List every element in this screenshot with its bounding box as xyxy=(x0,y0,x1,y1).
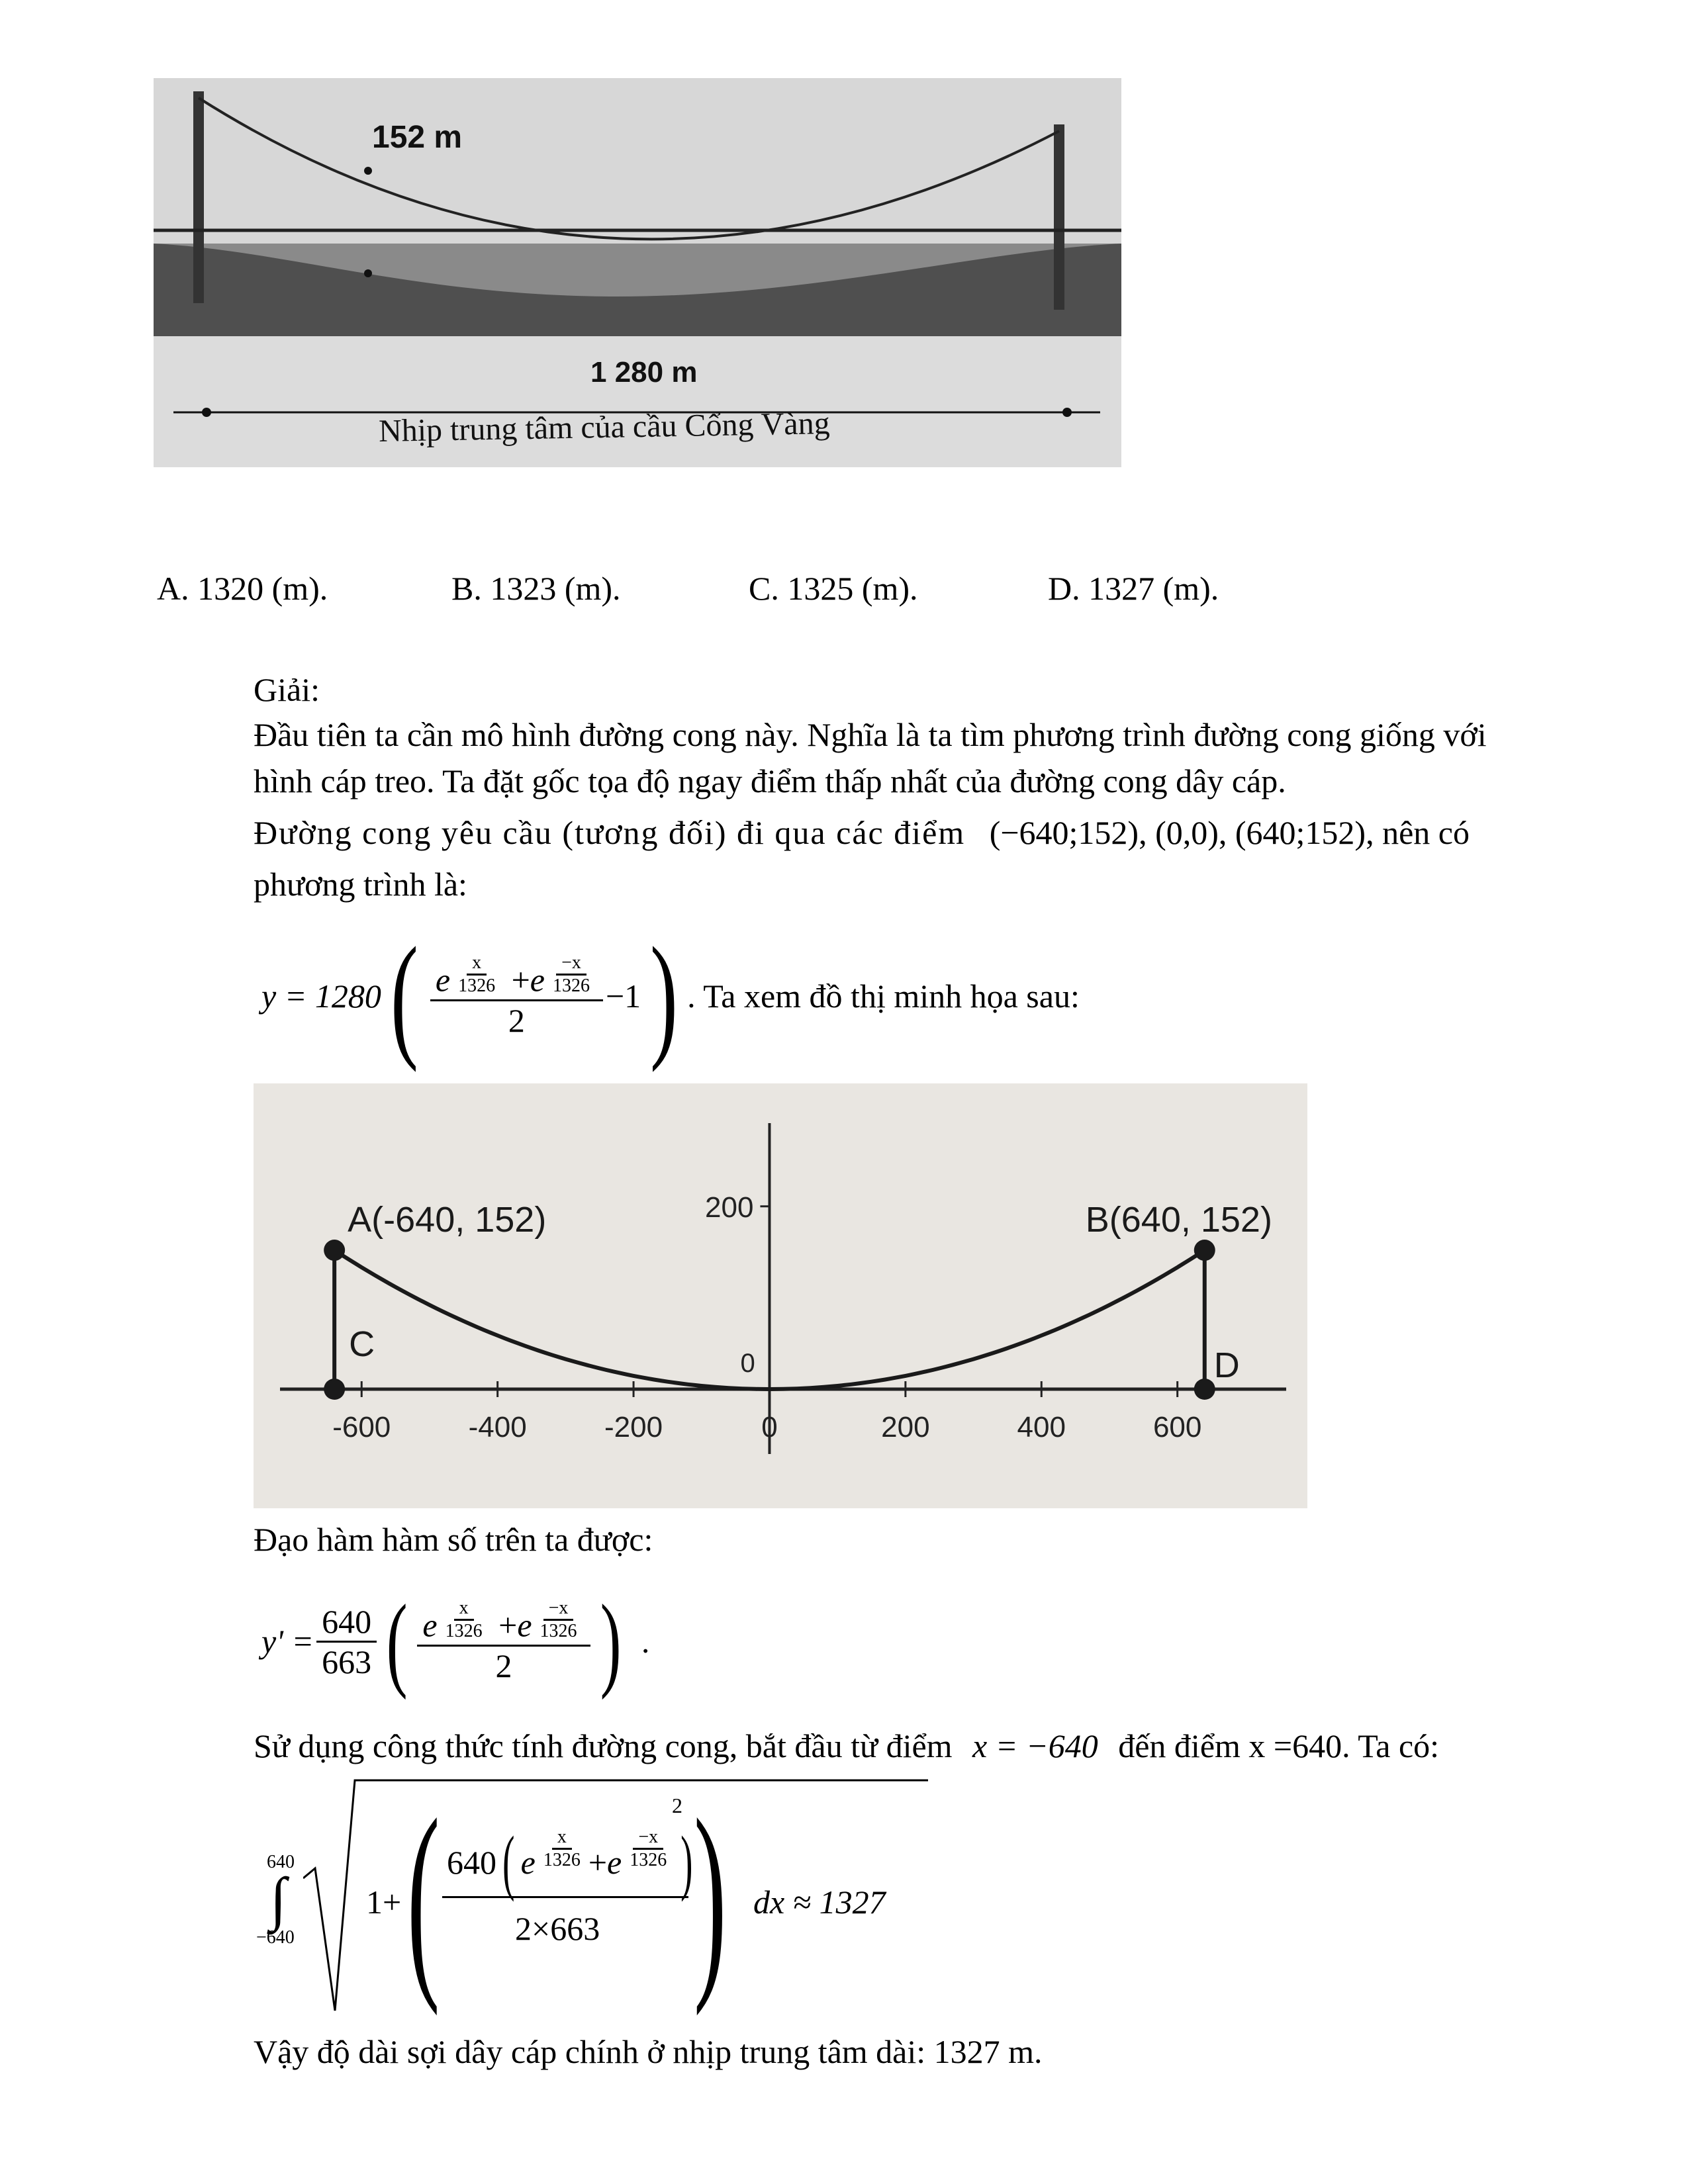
big-paren-left: ( xyxy=(407,1775,440,2017)
y-tick-label: 200 xyxy=(705,1191,754,1224)
solution-p1: Đầu tiên ta cần mô hình đường cong này. Nghĩa là ta tìm phương trình đường cong giống với xyxy=(254,716,1487,753)
int-exp2-den: 1326 xyxy=(630,1850,667,1870)
integral-sign: ∫ xyxy=(270,1866,287,1932)
integral-equation xyxy=(254,1774,915,2019)
integral-lower: −640 xyxy=(256,1927,295,1948)
label-c: C xyxy=(349,1324,375,1364)
integral-num-coef: 640 xyxy=(447,1843,496,1881)
eq2-coef xyxy=(316,1602,377,1681)
x-tick-label: -600 xyxy=(332,1411,391,1443)
integral-square: 2 xyxy=(672,1794,682,1817)
x-tick-label: -400 xyxy=(468,1411,527,1443)
points-list: (−640;152), (0,0), (640;152) xyxy=(989,814,1366,851)
solution-p5b: đến điểm x =640. Ta có: xyxy=(1118,1727,1440,1764)
option-a: A. 1320 (m). xyxy=(157,570,328,607)
integral-upper: 640 xyxy=(267,1852,295,1872)
eq1-after: . Ta xem đồ thị minh họa sau: xyxy=(687,978,1080,1015)
eq1-exp1-den: 1326 xyxy=(458,976,496,997)
eq2-exp2-den: 1326 xyxy=(539,1621,577,1642)
label-d: D xyxy=(1213,1345,1240,1385)
big-paren-right: ) xyxy=(694,1775,727,2017)
x-tick-label: 600 xyxy=(1152,1411,1202,1443)
eq2-coef-den: 663 xyxy=(322,1643,372,1680)
eq1-exp1-num: x xyxy=(467,952,487,976)
eq2-exp1-den: 1326 xyxy=(445,1621,483,1642)
eq2-exp2-num: −x xyxy=(543,1598,574,1621)
solution-p3: phương trình là: xyxy=(254,866,467,903)
point-a xyxy=(324,1240,345,1261)
eq1-denominator: 2 xyxy=(508,1001,525,1039)
bridge-span-label: 1 280 m xyxy=(590,356,698,388)
x-tick-label: -200 xyxy=(604,1411,663,1443)
solution-p5-math: x = −640 xyxy=(972,1727,1098,1764)
point-b xyxy=(1194,1240,1215,1261)
eq2-exp1-num: x xyxy=(454,1598,474,1621)
eq2-coef-num: 640 xyxy=(316,1602,377,1643)
label-a: A(-640, 152) xyxy=(348,1200,547,1240)
bridge-height-label: 152 m xyxy=(372,120,463,155)
integral-result: dx ≈ 1327 xyxy=(753,1884,886,1921)
eq2-fraction: e $^{\frac{x}{1326}}$ +e $^{\frac{-x}{1326}}$ 2 xyxy=(417,1598,590,1685)
bridge-photo xyxy=(154,78,1121,467)
solution-heading: Giải: xyxy=(254,671,320,708)
int-exp2-num: −x xyxy=(633,1827,663,1850)
option-c: C. 1325 (m). xyxy=(749,570,918,607)
integral-den: 2×663 xyxy=(515,1910,600,1947)
solution-p5a: Sử dụng công thức tính đường cong, bắt đầu từ điểm xyxy=(254,1727,953,1764)
option-d: D. 1327 (m). xyxy=(1048,570,1219,607)
integral-num: 640 ( e $\frac{x}{1326}$ + e $\frac{-x}{1326}$ ) xyxy=(447,1821,693,1902)
graph-svg xyxy=(254,1083,1307,1508)
eq1-lhs: y = 1280 xyxy=(261,978,381,1015)
integral-fraction-bar xyxy=(442,1896,688,1898)
origin-label: 0 xyxy=(740,1349,755,1378)
eq2-end: . xyxy=(641,1623,650,1660)
integral-one: 1+ xyxy=(366,1884,402,1921)
eq1-tail: −1 xyxy=(605,978,641,1015)
x-tick-label: 200 xyxy=(881,1411,930,1443)
solution-p1b: hình cáp treo. Ta đặt gốc tọa độ ngay điểm thấp nhất của đường cong dây cáp. xyxy=(254,762,1286,799)
eq1-exp2-den: 1326 xyxy=(552,976,590,997)
solution-p5 xyxy=(254,1722,1439,1770)
solution-p2-text: Đường cong yêu cầu (tương đối) đi qua các điểm xyxy=(254,814,966,851)
equation-2: y' = $\frac{640}{663}$ ( e $^{\frac{x}{1326}}$ +e $^{\frac{-x}{1326}}$ 2 ) . xyxy=(261,1582,650,1700)
eq2-lhs: y' = xyxy=(261,1623,314,1660)
x-tick-label: 400 xyxy=(1017,1411,1066,1443)
point-c xyxy=(324,1379,345,1400)
catenary-graph xyxy=(254,1083,1307,1508)
eq2-denominator: 2 xyxy=(495,1647,512,1684)
eq1-exp2-num: −x xyxy=(556,952,586,976)
solution-p2-end: , nên có xyxy=(1366,814,1470,851)
int-exp1-num: x xyxy=(552,1827,572,1850)
bridge-caption: Nhịp trung tâm của cầu Cổng Vàng xyxy=(378,406,831,449)
eq1-fraction: e $^{\frac{x}{1326}}$ +e $^{\frac{-x}{1326}}$ 2 xyxy=(430,952,603,1040)
option-b: B. 1323 (m). xyxy=(451,570,621,607)
solution-p2 xyxy=(254,809,1611,856)
point-d xyxy=(1194,1379,1215,1400)
x-tick-label: 0 xyxy=(761,1411,778,1443)
equation-1: y = 1280 ( e $^{\frac{x}{1326}}$ +e $^{\frac{-x}{1326}}$ 2 −1 ) . Ta xem đồ thị minh họa sau: xyxy=(261,919,1080,1073)
label-b: B(640, 152) xyxy=(1085,1200,1272,1240)
int-exp1-den: 1326 xyxy=(543,1850,581,1870)
solution-p4: Đạo hàm hàm số trên ta được: xyxy=(254,1521,653,1558)
conclusion: Vậy độ dài sợi dây cáp chính ở nhịp trung tâm dài: 1327 m. xyxy=(254,2033,1043,2070)
